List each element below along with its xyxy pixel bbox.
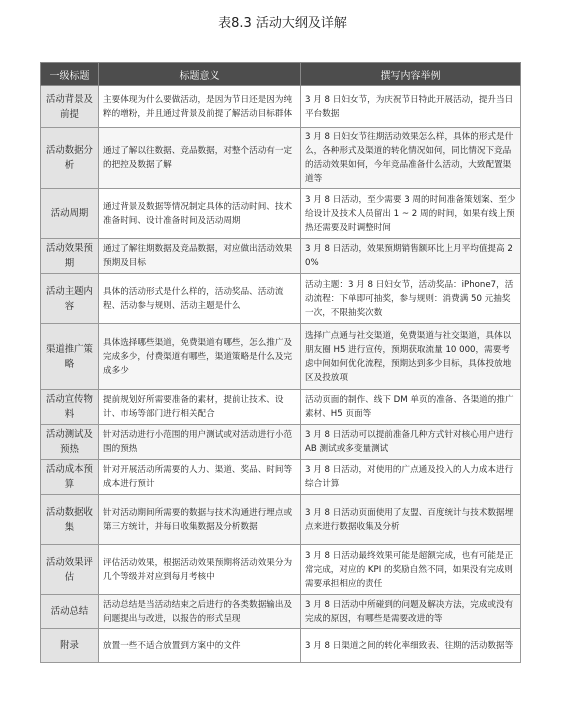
table-row xyxy=(41,128,521,189)
table-row xyxy=(41,629,521,663)
row-title: 活动背景及前提 xyxy=(41,86,99,128)
row-meaning: 主要体现为什么要做活动，是因为节日还是因为纯粹的增粉，并且通过背景及前提了解活动目标群体 xyxy=(99,86,301,128)
table-row xyxy=(41,460,521,495)
table-row xyxy=(41,545,521,595)
row-meaning: 评估活动效果，根据活动效果预期将活动效果分为几个等级并对应到每月考核中 xyxy=(99,545,301,595)
row-title: 活动效果评估 xyxy=(41,545,99,595)
row-example: 3 月 8 日活动中所碰到的问题及解决方法，完成或没有完成的原因，有哪些是需要改进的等 xyxy=(301,595,521,629)
row-title: 活动总结 xyxy=(41,595,99,629)
activity-outline-table xyxy=(40,62,521,663)
row-meaning: 活动总结是当活动结束之后进行的各类数据输出及问题提出与改进，以报告的形式呈现 xyxy=(99,595,301,629)
row-example: 3 月 8 日活动，效果预期销售额环比上月平均值提高 20% xyxy=(301,239,521,274)
row-meaning: 针对活动期间所需要的数据与技术沟通进行埋点或第三方统计，并每日收集数据及分析数据 xyxy=(99,495,301,545)
row-example: 3 月 8 日妇女节往期活动效果怎么样，具体的形式是什么，各种形式及渠道的转化情况如何，同比情况下竞品的活动效果如何，今年竞品准备什么活动，大致配置渠道等 xyxy=(301,128,521,189)
row-example: 3 月 8 日活动页面使用了友盟、百度统计与技术数据埋点来进行数据收集及分析 xyxy=(301,495,521,545)
row-title: 附录 xyxy=(41,629,99,663)
row-example: 3 月 8 日活动，对使用的广点通及投入的人力成本进行综合计算 xyxy=(301,460,521,495)
row-meaning: 具体选择哪些渠道，免费渠道有哪些，怎么推广及完成多少，付费渠道有哪些，渠道策略是什么及完成多少 xyxy=(99,324,301,390)
table-row xyxy=(41,189,521,239)
table-caption: 表8.3 活动大纲及详解 xyxy=(218,16,347,31)
table-row xyxy=(41,239,521,274)
row-title: 活动主题内容 xyxy=(41,274,99,324)
row-meaning: 提前规划好所需要准备的素材，提前让技术、设计、市场等部门进行相关配合 xyxy=(99,390,301,425)
header-row xyxy=(41,63,521,86)
row-example: 选择广点通与社交渠道，免费渠道与社交渠道，具体以朋友圈 H5 进行宣传，预期获取流量 10 000，需要考虑中间如何优化流程，预期达到多少目标，具体投放地区及投放项 xyxy=(301,324,521,390)
row-example: 活动主题：3 月 8 日妇女节，活动奖品：iPhone7，活动流程：下单即可抽奖，参与规则：消费满 50 元抽奖一次，不限抽奖次数 xyxy=(301,274,521,324)
row-meaning: 针对开展活动所需要的人力、渠道、奖品、时间等成本进行预计 xyxy=(99,460,301,495)
row-example: 3 月 8 日渠道之间的转化率细致表、往期的活动数据等 xyxy=(301,629,521,663)
table-row xyxy=(41,274,521,324)
row-title: 活动测试及预热 xyxy=(41,425,99,460)
header-level1-title: 一级标题 xyxy=(41,63,99,86)
row-example: 3 月 8 日活动可以提前准备几种方式针对核心用户进行 AB 测试或多变量测试 xyxy=(301,425,521,460)
table-row xyxy=(41,495,521,545)
row-meaning: 针对活动进行小范围的用户测试或对活动进行小范围的预热 xyxy=(99,425,301,460)
row-example: 3 月 8 日妇女节，为庆祝节日特此开展活动，提升当日平台数据 xyxy=(301,86,521,128)
row-title: 活动宣传物料 xyxy=(41,390,99,425)
row-title: 活动周期 xyxy=(41,189,99,239)
table-row xyxy=(41,86,521,128)
row-example: 活动页面的制作、线下 DM 单页的准备、各渠道的推广素材、H5 页面等 xyxy=(301,390,521,425)
row-example: 3 月 8 日活动最终效果可能是超额完成，也有可能是正常完成，对应的 KPI 的奖励自然不同，如果没有完成则需要承担相应的责任 xyxy=(301,545,521,595)
row-title: 活动数据分析 xyxy=(41,128,99,189)
header-meaning: 标题意义 xyxy=(99,63,301,86)
table-row xyxy=(41,595,521,629)
row-title: 渠道推广策略 xyxy=(41,324,99,390)
table-body xyxy=(41,86,521,663)
row-meaning: 放置一些不适合放置到方案中的文件 xyxy=(99,629,301,663)
row-meaning: 通过了解以往数据、竞品数据，对整个活动有一定的把控及数据了解 xyxy=(99,128,301,189)
row-meaning: 通过背景及数据等情况制定具体的活动时间、技术准备时间、设计准备时间及活动周期 xyxy=(99,189,301,239)
row-title: 活动数据收集 xyxy=(41,495,99,545)
row-example: 3 月 8 日活动，至少需要 3 周的时间准备策划案、至少给设计及技术人员留出 1 ~ 2 周的时间，如果有线上预热还需要及时调整时间 xyxy=(301,189,521,239)
row-title: 活动成本预算 xyxy=(41,460,99,495)
header-example: 撰写内容举例 xyxy=(301,63,521,86)
table-row xyxy=(41,425,521,460)
row-title: 活动效果预期 xyxy=(41,239,99,274)
row-meaning: 通过了解往期数据及竞品数据，对应做出活动效果预期及目标 xyxy=(99,239,301,274)
table-row xyxy=(41,390,521,425)
row-meaning: 具体的活动形式是什么样的，活动奖品、活动流程、活动参与规则、活动主题是什么 xyxy=(99,274,301,324)
table-row xyxy=(41,324,521,390)
